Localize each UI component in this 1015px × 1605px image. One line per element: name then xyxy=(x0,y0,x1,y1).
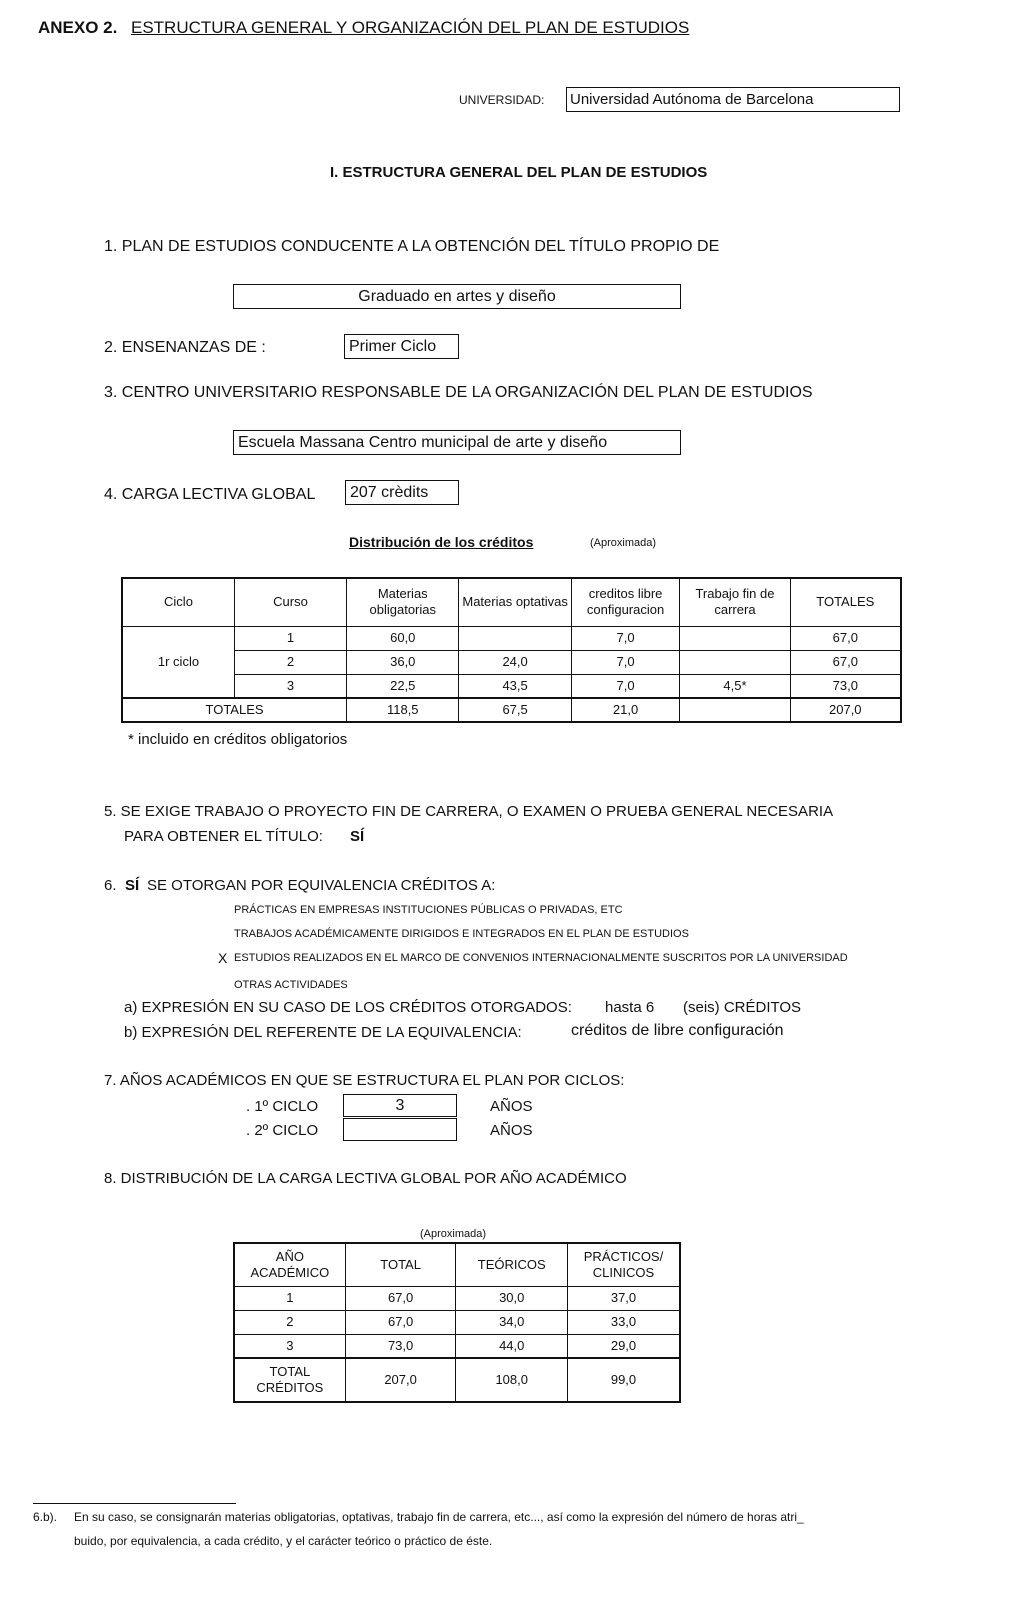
table-header-row xyxy=(122,578,901,626)
table-cell: 118,5 xyxy=(347,698,459,722)
table-cell: 7,0 xyxy=(571,626,680,650)
table-cell: 7,0 xyxy=(571,674,680,698)
header-cell: Trabajo fin de carrera xyxy=(680,578,790,626)
option-international: ESTUDIOS REALIZADOS EN EL MARCO DE CONVENIOS INTERNACIONALMENTE SUSCRITOS POR LA UNIVERSIDAD xyxy=(234,952,848,964)
table-row xyxy=(234,1334,680,1358)
totals-label: TOTAL CRÉDITOS xyxy=(234,1358,345,1402)
table-cell: 67,0 xyxy=(345,1310,456,1334)
distribution-note: (Aproximada) xyxy=(590,537,657,549)
table-cell: 2 xyxy=(234,1310,345,1334)
degree-title-field xyxy=(233,284,681,309)
footnote-line2: buido, por equivalencia, a cada crédito, y el carácter teórico o práctico de éste. xyxy=(74,1534,493,1548)
table-totals-row xyxy=(234,1358,680,1402)
header-cell: Ciclo xyxy=(122,578,234,626)
totals-label: TOTALES xyxy=(122,698,347,722)
table-cell: 36,0 xyxy=(347,650,459,674)
table-cell: 2 xyxy=(234,650,346,674)
cycle-field xyxy=(344,334,459,359)
item2-label: 2. ENSENANZAS DE : xyxy=(104,339,266,356)
degree-title-value: Graduado en artes y diseño xyxy=(358,288,556,305)
footnote-line1: En su caso, se consignarán materias obligatorias, optativas, trabajo fin de carrera, etc..., así como la expresión del número de horas atri_ xyxy=(74,1510,804,1524)
table-cell: 7,0 xyxy=(571,650,680,674)
table-row xyxy=(234,1286,680,1310)
table-header-row xyxy=(234,1243,680,1286)
table-cell: 207,0 xyxy=(790,698,901,722)
university-field xyxy=(566,87,900,112)
table-cell: 1 xyxy=(234,1286,345,1310)
item3-label: 3. CENTRO UNIVERSITARIO RESPONSABLE DE LA ORGANIZACIÓN DEL PLAN DE ESTUDIOS xyxy=(104,384,813,401)
item5-answer: SÍ xyxy=(350,828,365,845)
table-cell: 1 xyxy=(234,626,346,650)
header-cell: Materias optativas xyxy=(459,578,571,626)
header-cell: creditos libre configuracion xyxy=(571,578,680,626)
ciclo-cell: 1r ciclo xyxy=(122,626,234,698)
table-cell: 30,0 xyxy=(456,1286,568,1310)
table-cell: 4,5* xyxy=(680,674,790,698)
table-cell: 60,0 xyxy=(347,626,459,650)
table-cell: 24,0 xyxy=(459,650,571,674)
table-cell: 43,5 xyxy=(459,674,571,698)
cycle1-label: . 1º CICLO xyxy=(246,1098,319,1115)
table-cell: 22,5 xyxy=(347,674,459,698)
item6-a-label: a) EXPRESIÓN EN SU CASO DE LOS CRÉDITOS OTORGADOS: xyxy=(124,999,572,1016)
table-cell: 207,0 xyxy=(345,1358,456,1402)
header-cell: TEÓRICOS xyxy=(456,1243,568,1286)
item6-label: SE OTORGAN POR EQUIVALENCIA CRÉDITOS A: xyxy=(147,877,496,894)
table-cell xyxy=(459,626,571,650)
table-row xyxy=(234,1310,680,1334)
item6-b-value: créditos de libre configuración xyxy=(571,1022,784,1039)
item8-note: (Aproximada) xyxy=(420,1228,487,1240)
cycle1-years-field xyxy=(343,1094,457,1117)
item5-line2: PARA OBTENER EL TÍTULO: xyxy=(124,828,323,845)
credits-distribution-table xyxy=(121,577,902,723)
table-cell xyxy=(680,626,790,650)
cycle1-years-value: 3 xyxy=(395,1097,405,1114)
section-title: I. ESTRUCTURA GENERAL DEL PLAN DE ESTUDIOS xyxy=(330,164,708,181)
header-cell: PRÁCTICOS/ CLINICOS xyxy=(568,1243,680,1286)
header-cell: Materias obligatorias xyxy=(347,578,459,626)
header-cell: AÑO ACADÉMICO xyxy=(234,1243,345,1286)
item6-a-value2: (seis) CRÉDITOS xyxy=(683,999,802,1016)
item1-label: 1. PLAN DE ESTUDIOS CONDUCENTE A LA OBTENCIÓN DEL TÍTULO PROPIO DE xyxy=(104,238,720,255)
table-cell: 34,0 xyxy=(456,1310,568,1334)
cycle-value: Primer Ciclo xyxy=(349,338,437,355)
table-row xyxy=(122,650,901,674)
cycle2-years-label: AÑOS xyxy=(490,1122,533,1139)
cycle1-years-label: AÑOS xyxy=(490,1098,533,1115)
option-other: OTRAS ACTIVIDADES xyxy=(234,979,348,991)
table-totals-row xyxy=(122,698,901,722)
table-cell: 73,0 xyxy=(790,674,901,698)
table-cell: 73,0 xyxy=(345,1334,456,1358)
table-cell: 108,0 xyxy=(456,1358,568,1402)
table-cell: 3 xyxy=(234,1334,345,1358)
table-cell: 67,5 xyxy=(459,698,571,722)
table-cell: 67,0 xyxy=(790,650,901,674)
center-value: Escuela Massana Centro municipal de arte y diseño xyxy=(238,434,608,451)
option-checked-mark: X xyxy=(218,950,228,966)
footnote-divider xyxy=(33,1503,236,1504)
cycle2-label: . 2º CICLO xyxy=(246,1122,319,1139)
table-row xyxy=(122,626,901,650)
table-cell: 37,0 xyxy=(568,1286,680,1310)
table-cell xyxy=(680,698,790,722)
table-cell: 67,0 xyxy=(345,1286,456,1310)
item6-b-label: b) EXPRESIÓN DEL REFERENTE DE LA EQUIVALENCIA: xyxy=(124,1024,522,1041)
distribution-footnote: * incluido en créditos obligatorios xyxy=(128,731,348,748)
university-label: UNIVERSIDAD: xyxy=(459,93,545,107)
item5-line1: 5. SE EXIGE TRABAJO O PROYECTO FIN DE CARRERA, O EXAMEN O PRUEBA GENERAL NECESARIA xyxy=(104,803,834,820)
item6-number: 6. xyxy=(104,877,117,894)
item7-label: 7. AÑOS ACADÉMICOS EN QUE SE ESTRUCTURA EL PLAN POR CICLOS: xyxy=(104,1072,625,1089)
total-load-field xyxy=(345,480,459,505)
header-cell: TOTAL xyxy=(345,1243,456,1286)
table-cell: 3 xyxy=(234,674,346,698)
option-internships: PRÁCTICAS EN EMPRESAS INSTITUCIONES PÚBLICAS O PRIVADAS, ETC xyxy=(234,904,623,916)
item4-label: 4. CARGA LECTIVA GLOBAL xyxy=(104,486,316,503)
center-field xyxy=(233,430,681,455)
table-cell: 99,0 xyxy=(568,1358,680,1402)
cycle2-years-field xyxy=(343,1118,457,1141)
table-row xyxy=(122,674,901,698)
annex-title: ESTRUCTURA GENERAL Y ORGANIZACIÓN DEL PLAN DE ESTUDIOS xyxy=(131,18,690,37)
item6-answer: SÍ xyxy=(125,877,140,894)
table-cell: 21,0 xyxy=(571,698,680,722)
table-cell: 67,0 xyxy=(790,626,901,650)
option-directed-work: TRABAJOS ACADÉMICAMENTE DIRIGIDOS E INTEGRADOS EN EL PLAN DE ESTUDIOS xyxy=(234,928,689,940)
distribution-title: Distribución de los créditos xyxy=(349,534,534,550)
footnote-ref: 6.b). xyxy=(33,1510,58,1524)
header-cell: TOTALES xyxy=(790,578,901,626)
university-value: Universidad Autónoma de Barcelona xyxy=(570,91,814,108)
header-cell: Curso xyxy=(234,578,346,626)
table-cell: 33,0 xyxy=(568,1310,680,1334)
table-cell: 29,0 xyxy=(568,1334,680,1358)
item6-a-value: hasta 6 xyxy=(605,999,655,1016)
annex-label: ANEXO 2. xyxy=(38,18,118,37)
total-load-value: 207 crèdits xyxy=(350,484,429,501)
item8-label: 8. DISTRIBUCIÓN DE LA CARGA LECTIVA GLOBAL POR AÑO ACADÉMICO xyxy=(104,1170,627,1187)
table-cell: 44,0 xyxy=(456,1334,568,1358)
academic-year-table xyxy=(233,1242,681,1403)
table-cell xyxy=(680,650,790,674)
